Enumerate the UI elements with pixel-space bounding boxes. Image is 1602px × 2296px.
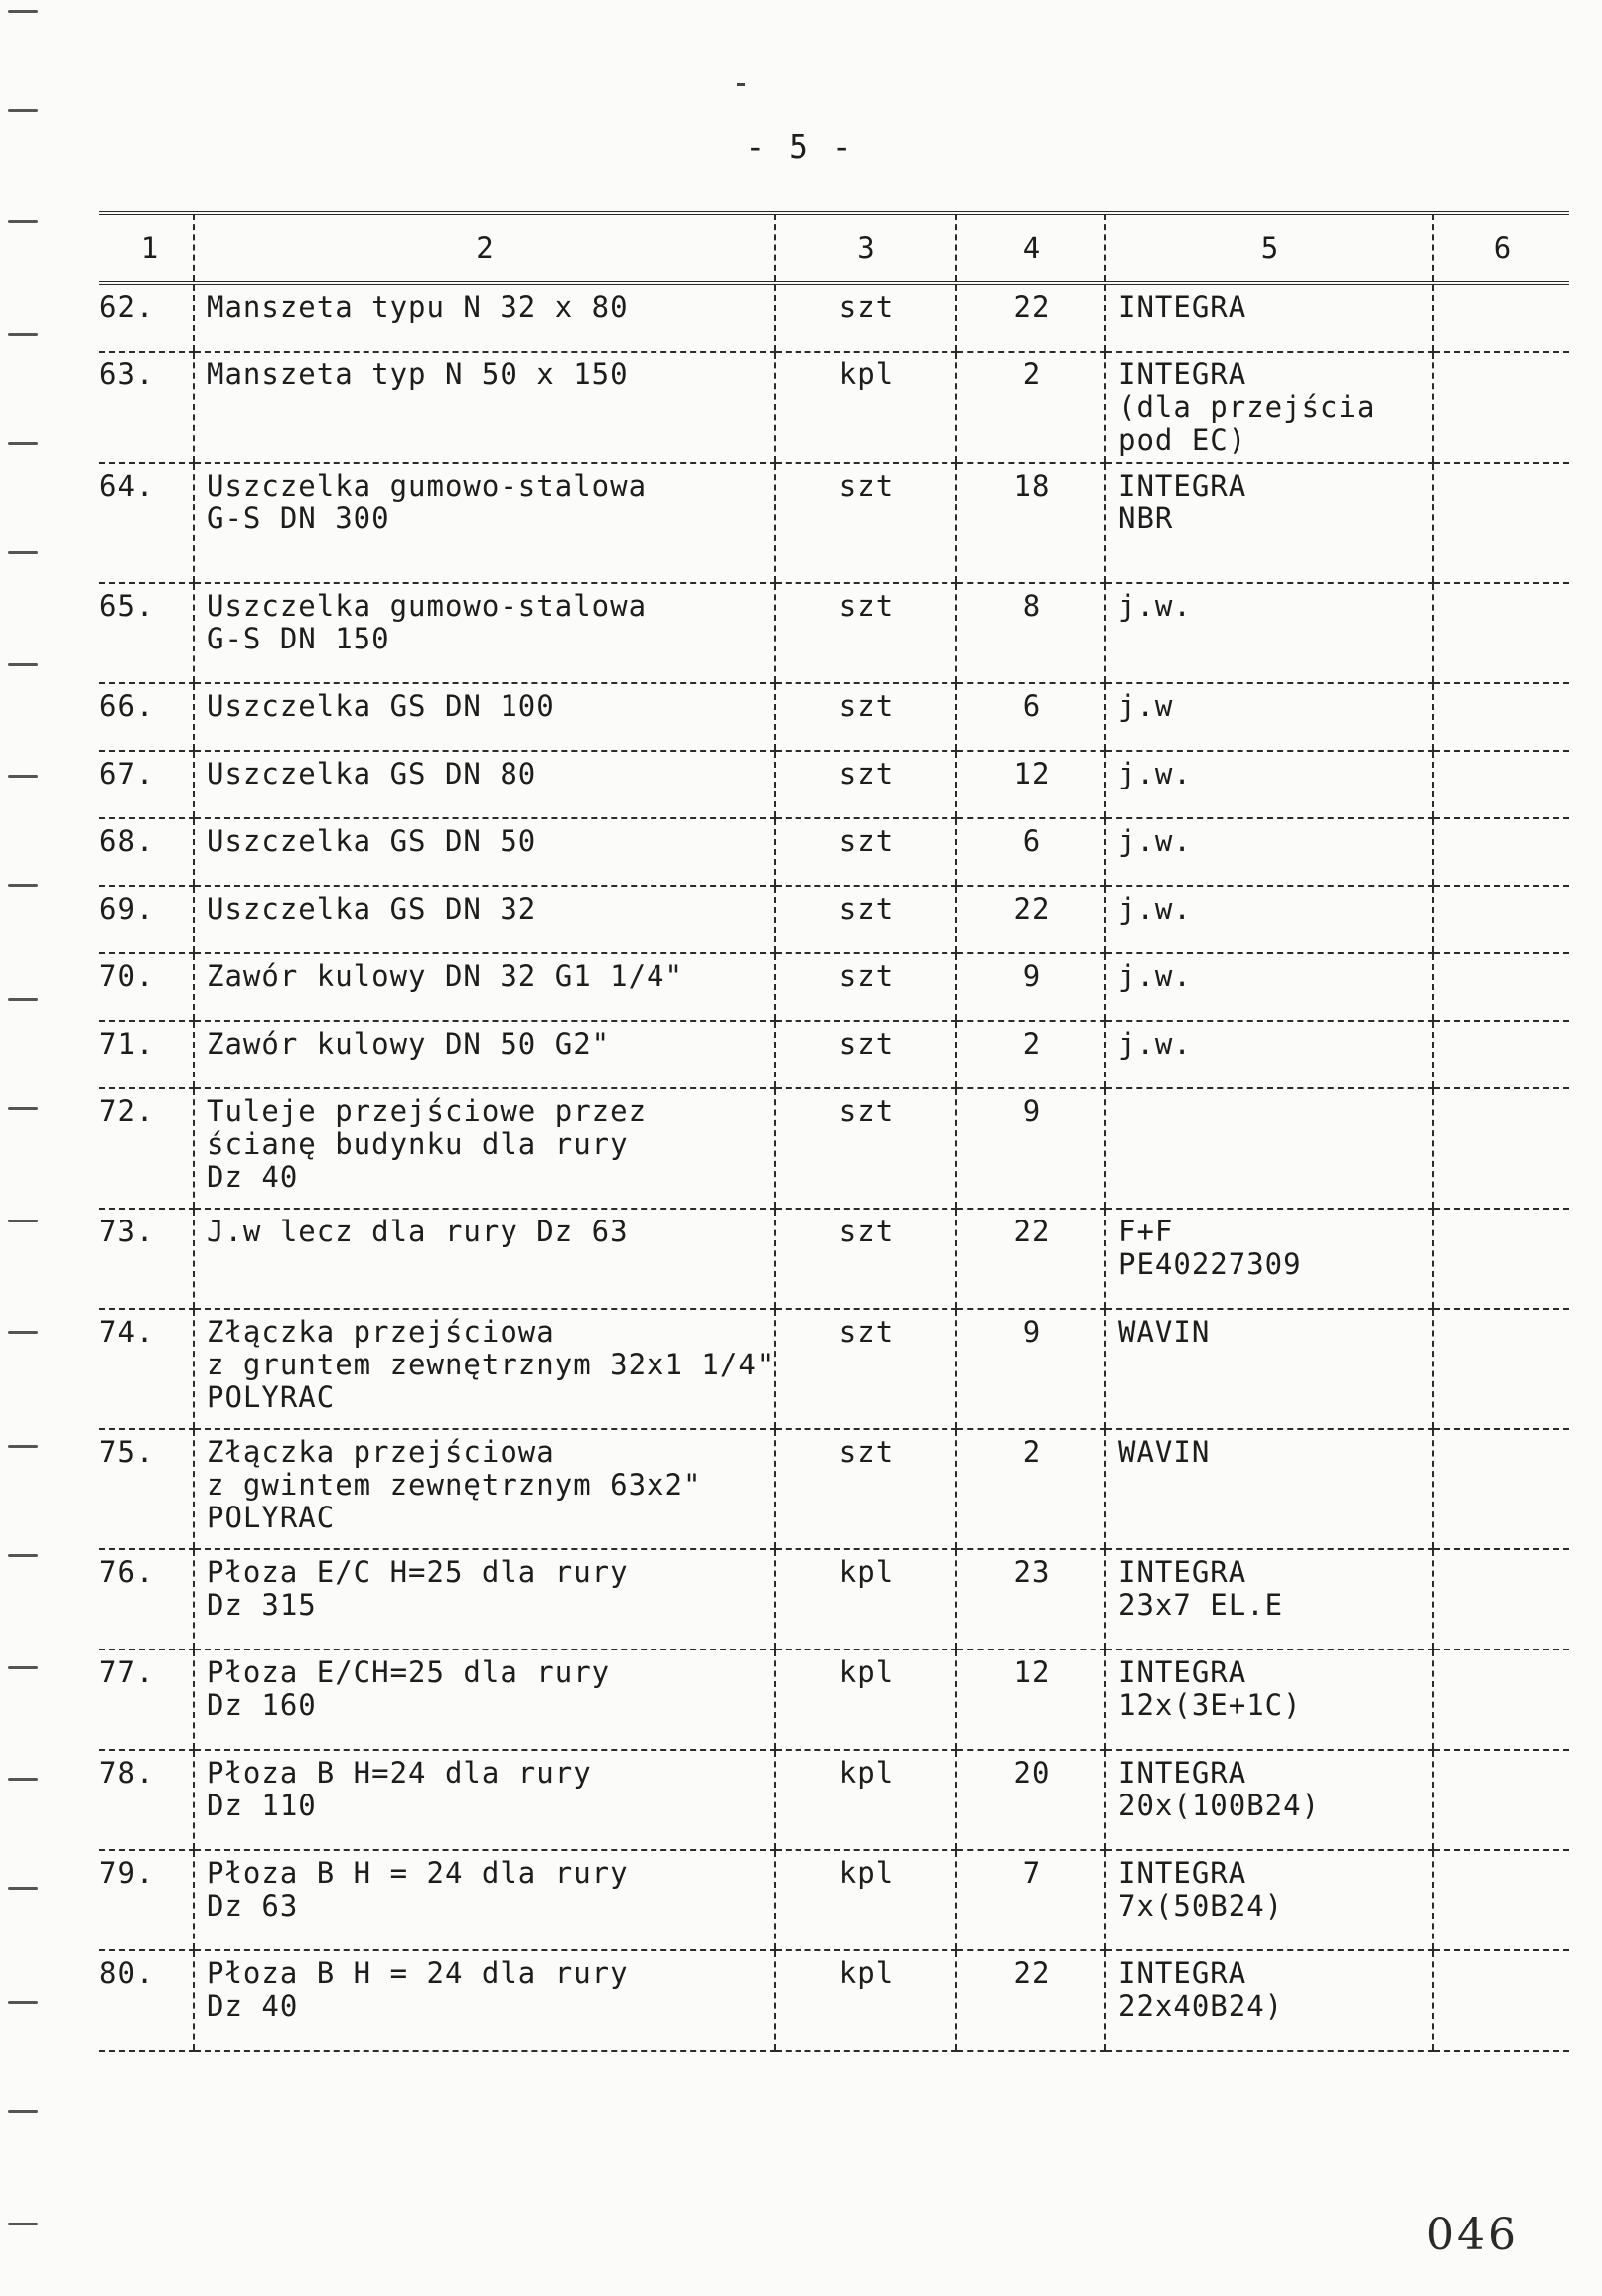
- item-description: [194, 1950, 775, 2051]
- table-row: [99, 583, 1569, 683]
- column-6-cell: [1433, 1021, 1569, 1088]
- column-6-cell: [1433, 1549, 1569, 1650]
- quantity-cell: 2: [956, 1021, 1105, 1088]
- remark-line: 20x(100B24): [1118, 1789, 1321, 1822]
- unit-cell: kpl: [775, 1950, 956, 2051]
- description-line: z gwintem zewnętrznym 63x2": [207, 1468, 702, 1502]
- table-row: [99, 463, 1569, 583]
- supplier-remark: [1105, 1088, 1433, 1209]
- quantity-cell: 22: [956, 283, 1105, 352]
- item-description: [194, 1650, 775, 1750]
- remark-line: INTEGRA: [1118, 469, 1247, 502]
- row-number: 75.: [99, 1429, 194, 1549]
- remark-line: INTEGRA: [1118, 1555, 1247, 1589]
- description-line: POLYRAC: [207, 1501, 336, 1534]
- description-line: Złączka przejściowa: [207, 1315, 555, 1349]
- table-row: [99, 751, 1569, 818]
- quantity-cell: 22: [956, 1950, 1105, 2051]
- row-number: 73.: [99, 1209, 194, 1309]
- quantity-cell: 7: [956, 1850, 1105, 1950]
- quantity-cell: 6: [956, 818, 1105, 886]
- column-6-cell: [1433, 463, 1569, 583]
- unit-cell: szt: [775, 463, 956, 583]
- margin-tick: [8, 998, 38, 1001]
- item-description: [194, 1021, 775, 1088]
- supplier-remark: [1105, 953, 1433, 1021]
- item-description: [194, 683, 775, 751]
- unit-cell: kpl: [775, 1850, 956, 1950]
- scan-speck: [737, 83, 745, 86]
- supplier-remark: [1105, 1850, 1433, 1950]
- quantity-cell: 2: [956, 1429, 1105, 1549]
- unit-cell: szt: [775, 1021, 956, 1088]
- quantity-cell: 12: [956, 751, 1105, 818]
- item-description: [194, 1750, 775, 1850]
- description-line: Uszczelka gumowo-stalowa: [207, 589, 648, 623]
- column-6-cell: [1433, 283, 1569, 352]
- page-number: - 5 -: [745, 127, 854, 166]
- remark-line: WAVIN: [1118, 1435, 1211, 1469]
- supplier-remark: [1105, 1750, 1433, 1850]
- item-description: [194, 283, 775, 352]
- column-6-cell: [1433, 1309, 1569, 1429]
- supplier-remark: [1105, 583, 1433, 683]
- quantity-cell: 22: [956, 1209, 1105, 1309]
- row-number: 63.: [99, 352, 194, 463]
- quantity-cell: 12: [956, 1650, 1105, 1750]
- remark-line: INTEGRA: [1118, 358, 1247, 391]
- column-header-6: 6: [1433, 213, 1569, 283]
- column-6-cell: [1433, 1850, 1569, 1950]
- table-row: [99, 1209, 1569, 1309]
- column-6-cell: [1433, 886, 1569, 953]
- supplier-remark: [1105, 283, 1433, 352]
- description-line: Płoza E/C H=25 dla rury: [207, 1555, 629, 1589]
- unit-cell: szt: [775, 818, 956, 886]
- description-line: Zawór kulowy DN 50 G2": [207, 1027, 611, 1061]
- row-number: 65.: [99, 583, 194, 683]
- margin-tick: [8, 220, 38, 223]
- table-row: [99, 1309, 1569, 1429]
- remark-line: j.w.: [1118, 892, 1192, 926]
- column-6-cell: [1433, 953, 1569, 1021]
- row-number: 68.: [99, 818, 194, 886]
- description-line: Uszczelka GS DN 80: [207, 757, 537, 790]
- table-row: [99, 1549, 1569, 1650]
- quantity-cell: 20: [956, 1750, 1105, 1850]
- column-6-cell: [1433, 1429, 1569, 1549]
- unit-cell: kpl: [775, 352, 956, 463]
- quantity-cell: 8: [956, 583, 1105, 683]
- supplier-remark: [1105, 463, 1433, 583]
- item-description: [194, 953, 775, 1021]
- supplier-remark: [1105, 1549, 1433, 1650]
- description-line: Tuleje przejściowe przez: [207, 1094, 648, 1128]
- row-number: 79.: [99, 1850, 194, 1950]
- column-header-3: 3: [775, 213, 956, 283]
- table-row: [99, 1850, 1569, 1950]
- table-row: [99, 352, 1569, 463]
- row-number: 77.: [99, 1650, 194, 1750]
- description-line: ścianę budynku dla rury: [207, 1127, 629, 1161]
- margin-tick: [8, 884, 38, 887]
- table-row: [99, 1088, 1569, 1209]
- remark-line: 12x(3E+1C): [1118, 1688, 1302, 1722]
- unit-cell: kpl: [775, 1549, 956, 1650]
- row-number: 74.: [99, 1309, 194, 1429]
- quantity-cell: 23: [956, 1549, 1105, 1650]
- row-number: 70.: [99, 953, 194, 1021]
- margin-tick: [8, 442, 38, 445]
- column-6-cell: [1433, 1750, 1569, 1850]
- margin-tick: [8, 333, 38, 336]
- supplier-remark: [1105, 1021, 1433, 1088]
- row-number: 64.: [99, 463, 194, 583]
- unit-cell: szt: [775, 1088, 956, 1209]
- supplier-remark: [1105, 751, 1433, 818]
- unit-cell: szt: [775, 583, 956, 683]
- quantity-cell: 9: [956, 1309, 1105, 1429]
- unit-cell: szt: [775, 283, 956, 352]
- row-number: 66.: [99, 683, 194, 751]
- description-line: J.w lecz dla rury Dz 63: [207, 1215, 629, 1248]
- row-number: 80.: [99, 1950, 194, 2051]
- unit-cell: szt: [775, 1429, 956, 1549]
- margin-tick: [8, 1220, 38, 1222]
- row-number: 78.: [99, 1750, 194, 1850]
- unit-cell: szt: [775, 683, 956, 751]
- header-row: [99, 213, 1569, 283]
- unit-cell: szt: [775, 751, 956, 818]
- column-header-2: 2: [194, 213, 775, 283]
- item-description: [194, 463, 775, 583]
- quantity-cell: 22: [956, 886, 1105, 953]
- remark-line: 22x40B24): [1118, 1989, 1284, 2023]
- description-line: Płoza B H = 24 dla rury: [207, 1856, 629, 1890]
- quantity-cell: 2: [956, 352, 1105, 463]
- item-description: [194, 1429, 775, 1549]
- margin-tick: [8, 663, 38, 666]
- description-line: Uszczelka gumowo-stalowa: [207, 469, 648, 502]
- row-number: 69.: [99, 886, 194, 953]
- description-line: G-S DN 150: [207, 622, 390, 655]
- quantity-cell: 9: [956, 1088, 1105, 1209]
- unit-cell: szt: [775, 1309, 956, 1429]
- remark-line: F+F: [1118, 1215, 1174, 1248]
- item-description: [194, 352, 775, 463]
- table-row: [99, 1650, 1569, 1750]
- remark-line: PE40227309: [1118, 1247, 1302, 1281]
- description-line: Manszeta typu N 32 x 80: [207, 290, 629, 324]
- description-line: Płoza B H=24 dla rury: [207, 1756, 592, 1790]
- margin-tick: [8, 1445, 38, 1448]
- supplier-remark: [1105, 1309, 1433, 1429]
- remark-line: j.w: [1118, 689, 1174, 723]
- margin-tick: [8, 10, 38, 13]
- supplier-remark: [1105, 818, 1433, 886]
- row-number: 67.: [99, 751, 194, 818]
- remark-line: j.w.: [1118, 757, 1192, 790]
- row-number: 76.: [99, 1549, 194, 1650]
- margin-tick: [8, 2223, 38, 2225]
- quantity-cell: 9: [956, 953, 1105, 1021]
- description-line: Dz 40: [207, 1989, 299, 2023]
- quantity-cell: 6: [956, 683, 1105, 751]
- unit-cell: szt: [775, 886, 956, 953]
- item-description: [194, 886, 775, 953]
- table-row: [99, 283, 1569, 352]
- margin-tick: [8, 1107, 38, 1110]
- margin-tick: [8, 109, 38, 112]
- description-line: Płoza B H = 24 dla rury: [207, 1956, 629, 1990]
- margin-tick: [8, 775, 38, 778]
- margin-tick: [8, 1554, 38, 1557]
- table-row: [99, 683, 1569, 751]
- unit-cell: szt: [775, 953, 956, 1021]
- row-number: 71.: [99, 1021, 194, 1088]
- item-description: [194, 751, 775, 818]
- column-6-cell: [1433, 751, 1569, 818]
- remark-line: pod EC): [1118, 423, 1247, 457]
- column-6-cell: [1433, 1209, 1569, 1309]
- column-header-5: 5: [1105, 213, 1433, 283]
- column-6-cell: [1433, 818, 1569, 886]
- description-line: POLYRAC: [207, 1380, 336, 1414]
- supplier-remark: [1105, 1209, 1433, 1309]
- remark-line: INTEGRA: [1118, 1655, 1247, 1689]
- supplier-remark: [1105, 1950, 1433, 2051]
- remark-line: NBR: [1118, 502, 1174, 535]
- column-6-cell: [1433, 683, 1569, 751]
- description-line: Zawór kulowy DN 32 G1 1/4": [207, 959, 683, 993]
- item-description: [194, 1549, 775, 1650]
- unit-cell: kpl: [775, 1650, 956, 1750]
- description-line: Uszczelka GS DN 32: [207, 892, 537, 926]
- archive-stamp-number: 046: [1426, 2210, 1519, 2260]
- supplier-remark: [1105, 683, 1433, 751]
- description-line: Uszczelka GS DN 50: [207, 824, 537, 858]
- column-6-cell: [1433, 1650, 1569, 1750]
- remark-line: j.w.: [1118, 824, 1192, 858]
- table-row: [99, 1750, 1569, 1850]
- margin-tick: [8, 1331, 38, 1334]
- column-6-cell: [1433, 583, 1569, 683]
- description-line: Dz 110: [207, 1789, 317, 1822]
- margin-tick: [8, 2110, 38, 2113]
- supplier-remark: [1105, 352, 1433, 463]
- remark-line: (dla przejścia: [1118, 390, 1376, 424]
- margin-tick: [8, 1666, 38, 1669]
- description-line: Manszeta typ N 50 x 150: [207, 358, 629, 391]
- description-line: Dz 63: [207, 1889, 299, 1923]
- remark-line: j.w.: [1118, 959, 1192, 993]
- description-line: Dz 40: [207, 1160, 299, 1194]
- remark-line: WAVIN: [1118, 1315, 1211, 1349]
- margin-tick: [8, 1778, 38, 1781]
- description-line: Płoza E/CH=25 dla rury: [207, 1655, 611, 1689]
- item-description: [194, 1088, 775, 1209]
- column-6-cell: [1433, 1950, 1569, 2051]
- description-line: Dz 160: [207, 1688, 317, 1722]
- remark-line: INTEGRA: [1118, 290, 1247, 324]
- remark-line: INTEGRA: [1118, 1956, 1247, 1990]
- description-line: G-S DN 300: [207, 502, 390, 535]
- item-description: [194, 1209, 775, 1309]
- row-number: 62.: [99, 283, 194, 352]
- unit-cell: kpl: [775, 1750, 956, 1850]
- supplier-remark: [1105, 1429, 1433, 1549]
- table-row: [99, 886, 1569, 953]
- table-row: [99, 818, 1569, 886]
- column-header-1: 1: [99, 213, 194, 283]
- item-description: [194, 583, 775, 683]
- column-6-cell: [1433, 352, 1569, 463]
- column-6-cell: [1433, 1088, 1569, 1209]
- remark-line: j.w.: [1118, 1027, 1192, 1061]
- item-description: [194, 1850, 775, 1950]
- remark-line: INTEGRA: [1118, 1756, 1247, 1790]
- remark-line: 7x(50B24): [1118, 1889, 1284, 1923]
- supplier-remark: [1105, 886, 1433, 953]
- description-line: Złączka przejściowa: [207, 1435, 555, 1469]
- column-header-4: 4: [956, 213, 1105, 283]
- table-body: [99, 283, 1569, 2051]
- margin-tick: [8, 1887, 38, 1890]
- row-number: 72.: [99, 1088, 194, 1209]
- table-row: [99, 1950, 1569, 2051]
- margin-tick: [8, 2001, 38, 2004]
- remark-line: INTEGRA: [1118, 1856, 1247, 1890]
- unit-cell: szt: [775, 1209, 956, 1309]
- margin-tick: [8, 551, 38, 554]
- description-line: z gruntem zewnętrznym 32x1 1/4": [207, 1348, 775, 1381]
- item-description: [194, 818, 775, 886]
- table-row: [99, 1021, 1569, 1088]
- description-line: Uszczelka GS DN 100: [207, 689, 555, 723]
- remark-line: 23x7 EL.E: [1118, 1588, 1284, 1622]
- supplier-remark: [1105, 1650, 1433, 1750]
- materials-table: [99, 211, 1569, 2052]
- item-description: [194, 1309, 775, 1429]
- remark-line: j.w.: [1118, 589, 1192, 623]
- description-line: Dz 315: [207, 1588, 317, 1622]
- table-row: [99, 953, 1569, 1021]
- table-row: [99, 1429, 1569, 1549]
- quantity-cell: 18: [956, 463, 1105, 583]
